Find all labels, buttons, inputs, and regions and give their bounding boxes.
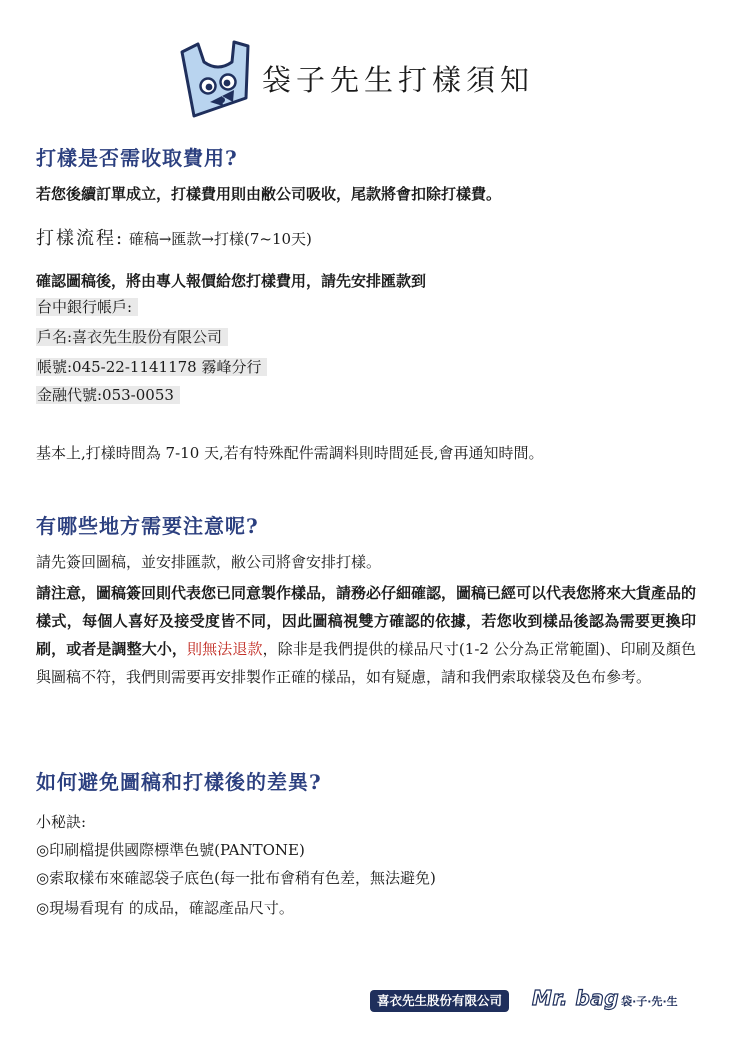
bank-account-number: 帳號:045-22-1141178 霧峰分行 bbox=[36, 358, 267, 376]
page-header bbox=[176, 36, 576, 126]
notice-rest-text: ，除非是我們提供的樣品尺寸(1-2 公分為正常範圍)、印刷及顏色與圖稿不符，我們則需要再安排製作正確的樣品，如有疑慮，請和我們索取樣袋及色布參考。 bbox=[36, 640, 696, 686]
notice-intro: 請先簽回圖稿，並安排匯款，敝公司將會安排打樣。 bbox=[36, 553, 382, 571]
bank-account-name: 戶名:喜衣先生股份有限公司 bbox=[36, 328, 228, 346]
brand-logo-text: Mr. bag bbox=[532, 986, 620, 1010]
notice-paragraph bbox=[36, 579, 696, 691]
tip-item: ◎印刷檔提供國際標準色號(PANTONE) bbox=[36, 841, 305, 859]
section-heading-fee: 打樣是否需收取費用? bbox=[36, 146, 238, 170]
page-title: 袋子先生打樣須知 bbox=[262, 63, 535, 97]
notice-bold-text: 請注意，圖稿簽回則代表您已同意製作樣品，請務必仔細確認，圖稿已經可以代表您將來大貨產品的樣式，每個人喜好及接受度皆不同，因此圖稿視雙方確認的依據，若您收到樣品後認為需要更換印刷，或者是調整大小， bbox=[36, 584, 697, 658]
brand-chinese-name: 袋·子·先·生 bbox=[621, 995, 678, 1008]
company-name-badge: 喜衣先生股份有限公司 bbox=[370, 990, 509, 1012]
timeline-note: 基本上,打樣時間為 7-10 天,若有特殊配件需調料則時間延長,會再通知時間。 bbox=[36, 444, 544, 462]
section-heading-notice: 有哪些地方需要注意呢? bbox=[36, 514, 259, 538]
bank-code: 金融代號:053-0053 bbox=[36, 386, 180, 404]
tip-item: ◎索取樣布來確認袋子底色(每一批布會稍有色差，無法避免) bbox=[36, 869, 436, 887]
fee-note: 若您後續訂單成立，打樣費用則由敝公司吸收，尾款將會扣除打樣費。 bbox=[36, 185, 502, 203]
sample-flow bbox=[36, 228, 312, 250]
tip-item: ◎現場看現有 的成品，確認產品尺寸。 bbox=[36, 899, 294, 917]
bag-mascot-icon bbox=[176, 36, 260, 122]
flow-steps: 確稿→匯款→打樣(7~10天) bbox=[128, 230, 312, 248]
bank-account-label: 台中銀行帳戶: bbox=[36, 298, 138, 316]
quote-note: 確認圖稿後，將由專人報價給您打樣費用，請先安排匯款到 bbox=[36, 272, 427, 290]
section-heading-tips: 如何避免圖稿和打樣後的差異? bbox=[36, 770, 322, 794]
no-refund-warning: 則無法退款 bbox=[187, 640, 263, 658]
flow-label: 打樣流程: bbox=[36, 228, 125, 249]
brand-logo bbox=[532, 986, 678, 1010]
tips-label: 小秘訣: bbox=[36, 813, 87, 831]
